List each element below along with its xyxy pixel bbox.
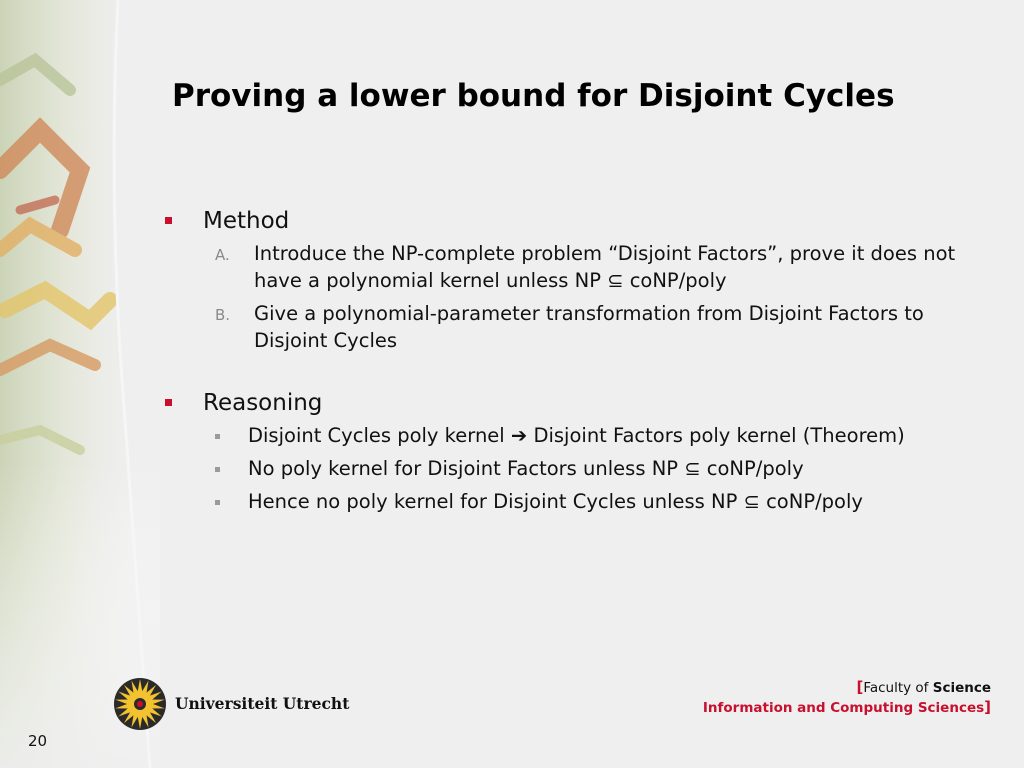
university-name: Universiteit Utrecht	[175, 694, 350, 713]
bracket-open: [	[856, 678, 864, 696]
faculty-block	[703, 678, 991, 716]
list-item-text: No poly kernel for Disjoint Factors unless NP ⊆ coNP/poly	[248, 457, 804, 480]
faculty-name: Science	[932, 680, 991, 696]
gray-square-bullet-icon	[215, 467, 220, 472]
list-item	[165, 488, 995, 515]
department-name: Information and Computing Sciences	[702, 700, 985, 716]
red-square-bullet-icon	[165, 217, 172, 224]
section-heading: Method	[203, 208, 290, 234]
list-item	[165, 455, 995, 482]
list-item	[165, 300, 995, 354]
page-number: 20	[28, 732, 48, 750]
bracket-close: ]	[984, 698, 991, 716]
right-arrow-icon: ➔	[510, 424, 528, 447]
list-marker: A.	[215, 246, 230, 264]
list-item	[165, 422, 995, 449]
list-item	[165, 240, 995, 294]
gray-square-bullet-icon	[215, 434, 220, 439]
red-square-bullet-icon	[165, 399, 172, 406]
list-item-text: Hence no poly kernel for Disjoint Cycles unless NP ⊆ coNP/poly	[248, 490, 863, 513]
faculty-line	[703, 678, 991, 696]
department-line	[703, 698, 991, 716]
slide-title: Proving a lower bound for Disjoint Cycles	[172, 78, 895, 114]
sun-seal-logo-icon	[112, 676, 168, 732]
gray-square-bullet-icon	[215, 500, 220, 505]
bullet-reasoning	[165, 390, 995, 416]
list-item-text-after: Disjoint Factors poly kernel (Theorem)	[533, 424, 905, 447]
bullet-method	[165, 208, 995, 234]
slide-content	[165, 208, 995, 515]
list-item-text-before: Disjoint Cycles poly kernel	[248, 424, 505, 447]
faculty-prefix: Faculty of	[863, 680, 933, 696]
list-item-text: Introduce the NP-complete problem “Disjoint Factors”, prove it does not have a polynomial kernel unless NP ⊆ coNP/poly	[254, 242, 956, 292]
list-marker: B.	[215, 306, 231, 324]
list-item-text: Give a polynomial-parameter transformation from Disjoint Factors to Disjoint Cycles	[254, 302, 924, 352]
section-heading: Reasoning	[203, 390, 323, 416]
